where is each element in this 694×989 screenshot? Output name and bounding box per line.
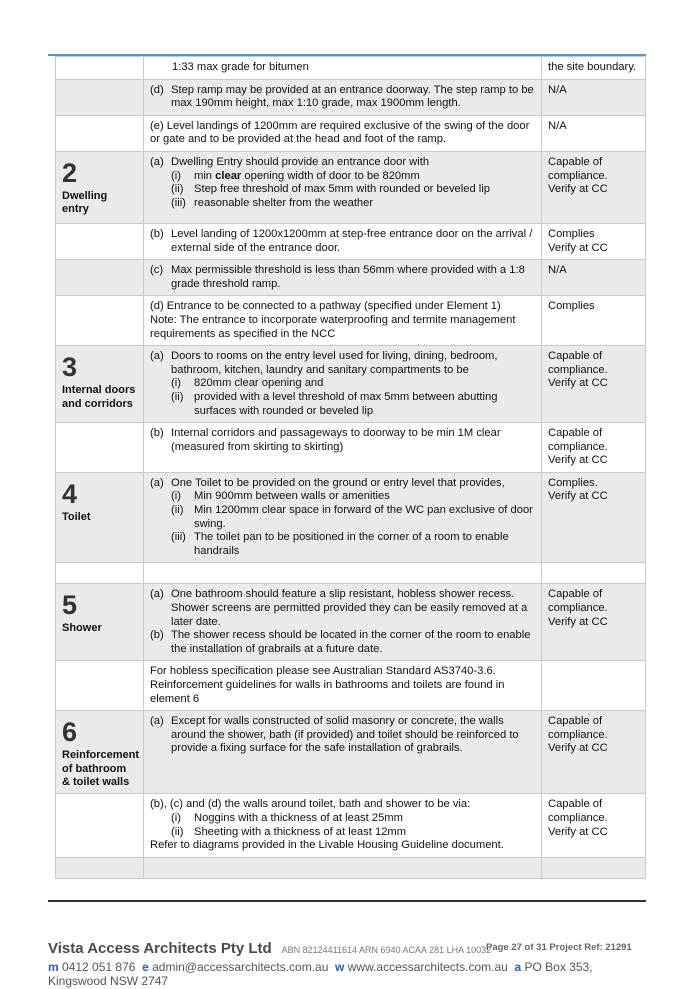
status-cell: N/A: [542, 260, 646, 296]
table-row: [56, 472, 646, 563]
website-link[interactable]: www.accessarchitects.com.au: [347, 960, 508, 974]
company-name: Vista Access Architects Pty Ltd: [48, 940, 272, 957]
table-row: [56, 79, 646, 115]
table-row-empty: [56, 563, 646, 584]
element-cell: [56, 296, 144, 346]
element-cell: [56, 223, 144, 259]
status-cell: Capable of compliance. Verify at CC: [542, 584, 646, 661]
element-cell: [56, 260, 144, 296]
element-cell: [56, 57, 144, 80]
requirement-cell: (a) Doors to rooms on the entry level used for living, dining, bedroom, bathroom, kitchen, laundry and sanitary compartments to be (i) 820mm clear opening and (ii) provided with a level threshold of max 5mm between abutting surfaces with rounded or beveled lip: [144, 346, 542, 423]
status-cell: Capable of compliance. Verify at CC: [542, 794, 646, 857]
element-cell: [56, 115, 144, 151]
contact-line: m 0412 051 876 e admin@accessarchitects.com.au w www.accessarchitects.com.au a PO Box 353, Kingswood NSW 2747: [48, 960, 593, 988]
requirement-cell: (b), (c) and (d) the walls around toilet, bath and shower to be via: (i) Noggins with a thickness of at least 25mm (ii) Sheeting with a thickness of at least 12mm Refer to diagrams provided in the Livable Housing Guideline document.: [144, 794, 542, 857]
mobile-number: 0412 051 876: [62, 960, 136, 974]
element-cell: [56, 472, 144, 563]
element-number: 6: [62, 717, 78, 748]
requirement-cell: (a) Dwelling Entry should provide an entrance door with (i) min clear opening width of door to be 820mm (ii) Step free threshold of max 5mm with rounded or beveled lip (iii) reasonable shelter from the weather: [144, 151, 542, 223]
table-row: [56, 423, 646, 473]
requirement-cell: (d) Step ramp may be provided at an entrance doorway. The step ramp to be max 190mm height, max 1:10 grade, max 1900mm length.: [144, 79, 542, 115]
status-cell: the site boundary.: [542, 57, 646, 80]
requirement-cell: (a) Except for walls constructed of solid masonry or concrete, the walls around the shower, bath (if provided) and toilet should be reinforced to provide a fixing surface for the safe installation of grabrails.: [144, 711, 542, 794]
status-cell: Complies: [542, 296, 646, 346]
table-row: [56, 151, 646, 223]
table-row: [56, 296, 646, 346]
requirement-cell: 1:33 max grade for bitumen: [144, 57, 542, 80]
table-row: [56, 115, 646, 151]
email-link[interactable]: admin@accessarchitects.com.au: [152, 960, 329, 974]
requirement-cell: (b) Level landing of 1200x1200mm at step-free entrance door on the arrival / external side of the entrance door.: [144, 223, 542, 259]
element-label: Reinforcement of bathroom & toilet walls: [62, 749, 140, 788]
requirements-table: [55, 56, 646, 879]
requirement-cell: (c) Max permissible threshold is less than 56mm where provided with a 1:8 grade threshold ramp.: [144, 260, 542, 296]
element-cell: [56, 794, 144, 857]
status-cell: N/A: [542, 79, 646, 115]
element-label: Toilet: [62, 510, 91, 523]
page-number: Page 27 of 31 Project Ref: 21291: [486, 942, 632, 953]
table-row: [56, 584, 646, 661]
requirement-cell: (d) Entrance to be connected to a pathway (specified under Element 1) Note: The entrance to incorporate waterproofing and termite management requirements as specified in the NCC: [144, 296, 542, 346]
table-row: [56, 661, 646, 711]
status-cell: Capable of compliance. Verify at CC: [542, 711, 646, 794]
footer-rule: [48, 900, 646, 902]
table-row: [56, 346, 646, 423]
requirement-cell: (e) Level landings of 1200mm are required exclusive of the swing of the door or gate and to be provided at the head and foot of the ramp.: [144, 115, 542, 151]
table-row: [56, 794, 646, 857]
element-cell: [56, 151, 144, 223]
status-cell: Capable of compliance. Verify at CC: [542, 151, 646, 223]
table-row-empty: [56, 857, 646, 878]
element-cell: [56, 584, 144, 661]
table-row: [56, 57, 646, 80]
element-cell: [56, 346, 144, 423]
table-row: [56, 711, 646, 794]
status-cell: N/A: [542, 115, 646, 151]
status-cell: Capable of compliance. Verify at CC: [542, 346, 646, 423]
element-label: Internal doors and corridors: [62, 384, 136, 410]
registration-numbers: ABN 82124411614 ARN 6940 ACAA 281 LHA 10032: [281, 945, 492, 955]
element-label: Dwelling entry: [62, 189, 108, 216]
requirement-cell: (a) One Toilet to be provided on the ground or entry level that provides, (i) Min 900mm between walls or amenities (ii) Min 1200mm clear space in forward of the WC pan exclusive of door swing. (iii) The toilet pan to be positioned in the corner of a room to enable handrails: [144, 472, 542, 563]
element-cell: [56, 661, 144, 711]
table-row: [56, 260, 646, 296]
status-cell: [542, 661, 646, 711]
element-number: 5: [62, 590, 78, 621]
postal-address: PO Box 353, Kingswood NSW 2747: [48, 960, 593, 988]
status-cell: Capable of compliance. Verify at CC: [542, 423, 646, 473]
element-number: 3: [62, 352, 78, 383]
table-row: [56, 223, 646, 259]
footer: [48, 940, 648, 988]
element-cell: [56, 79, 144, 115]
status-cell: Complies. Verify at CC: [542, 472, 646, 563]
status-cell: Complies Verify at CC: [542, 223, 646, 259]
requirement-cell: (a) One bathroom should feature a slip resistant, hobless shower recess. Shower screens are permitted provided they can be easily removed at a later date. (b) The shower recess should be located in the corner of the room to enable the installation of grabrails at a future date.: [144, 584, 542, 661]
element-cell: [56, 711, 144, 794]
element-number: 4: [62, 478, 78, 509]
requirement-cell: For hobless specification please see Australian Standard AS3740-3.6. Reinforcement guidelines for walls in bathrooms and toilets are found in element 6: [144, 661, 542, 711]
requirement-cell: (b) Internal corridors and passageways to doorway to be min 1M clear (measured from skirting to skirting): [144, 423, 542, 473]
element-number: 2: [62, 157, 78, 188]
element-label: Shower: [62, 622, 102, 635]
element-cell: [56, 423, 144, 473]
